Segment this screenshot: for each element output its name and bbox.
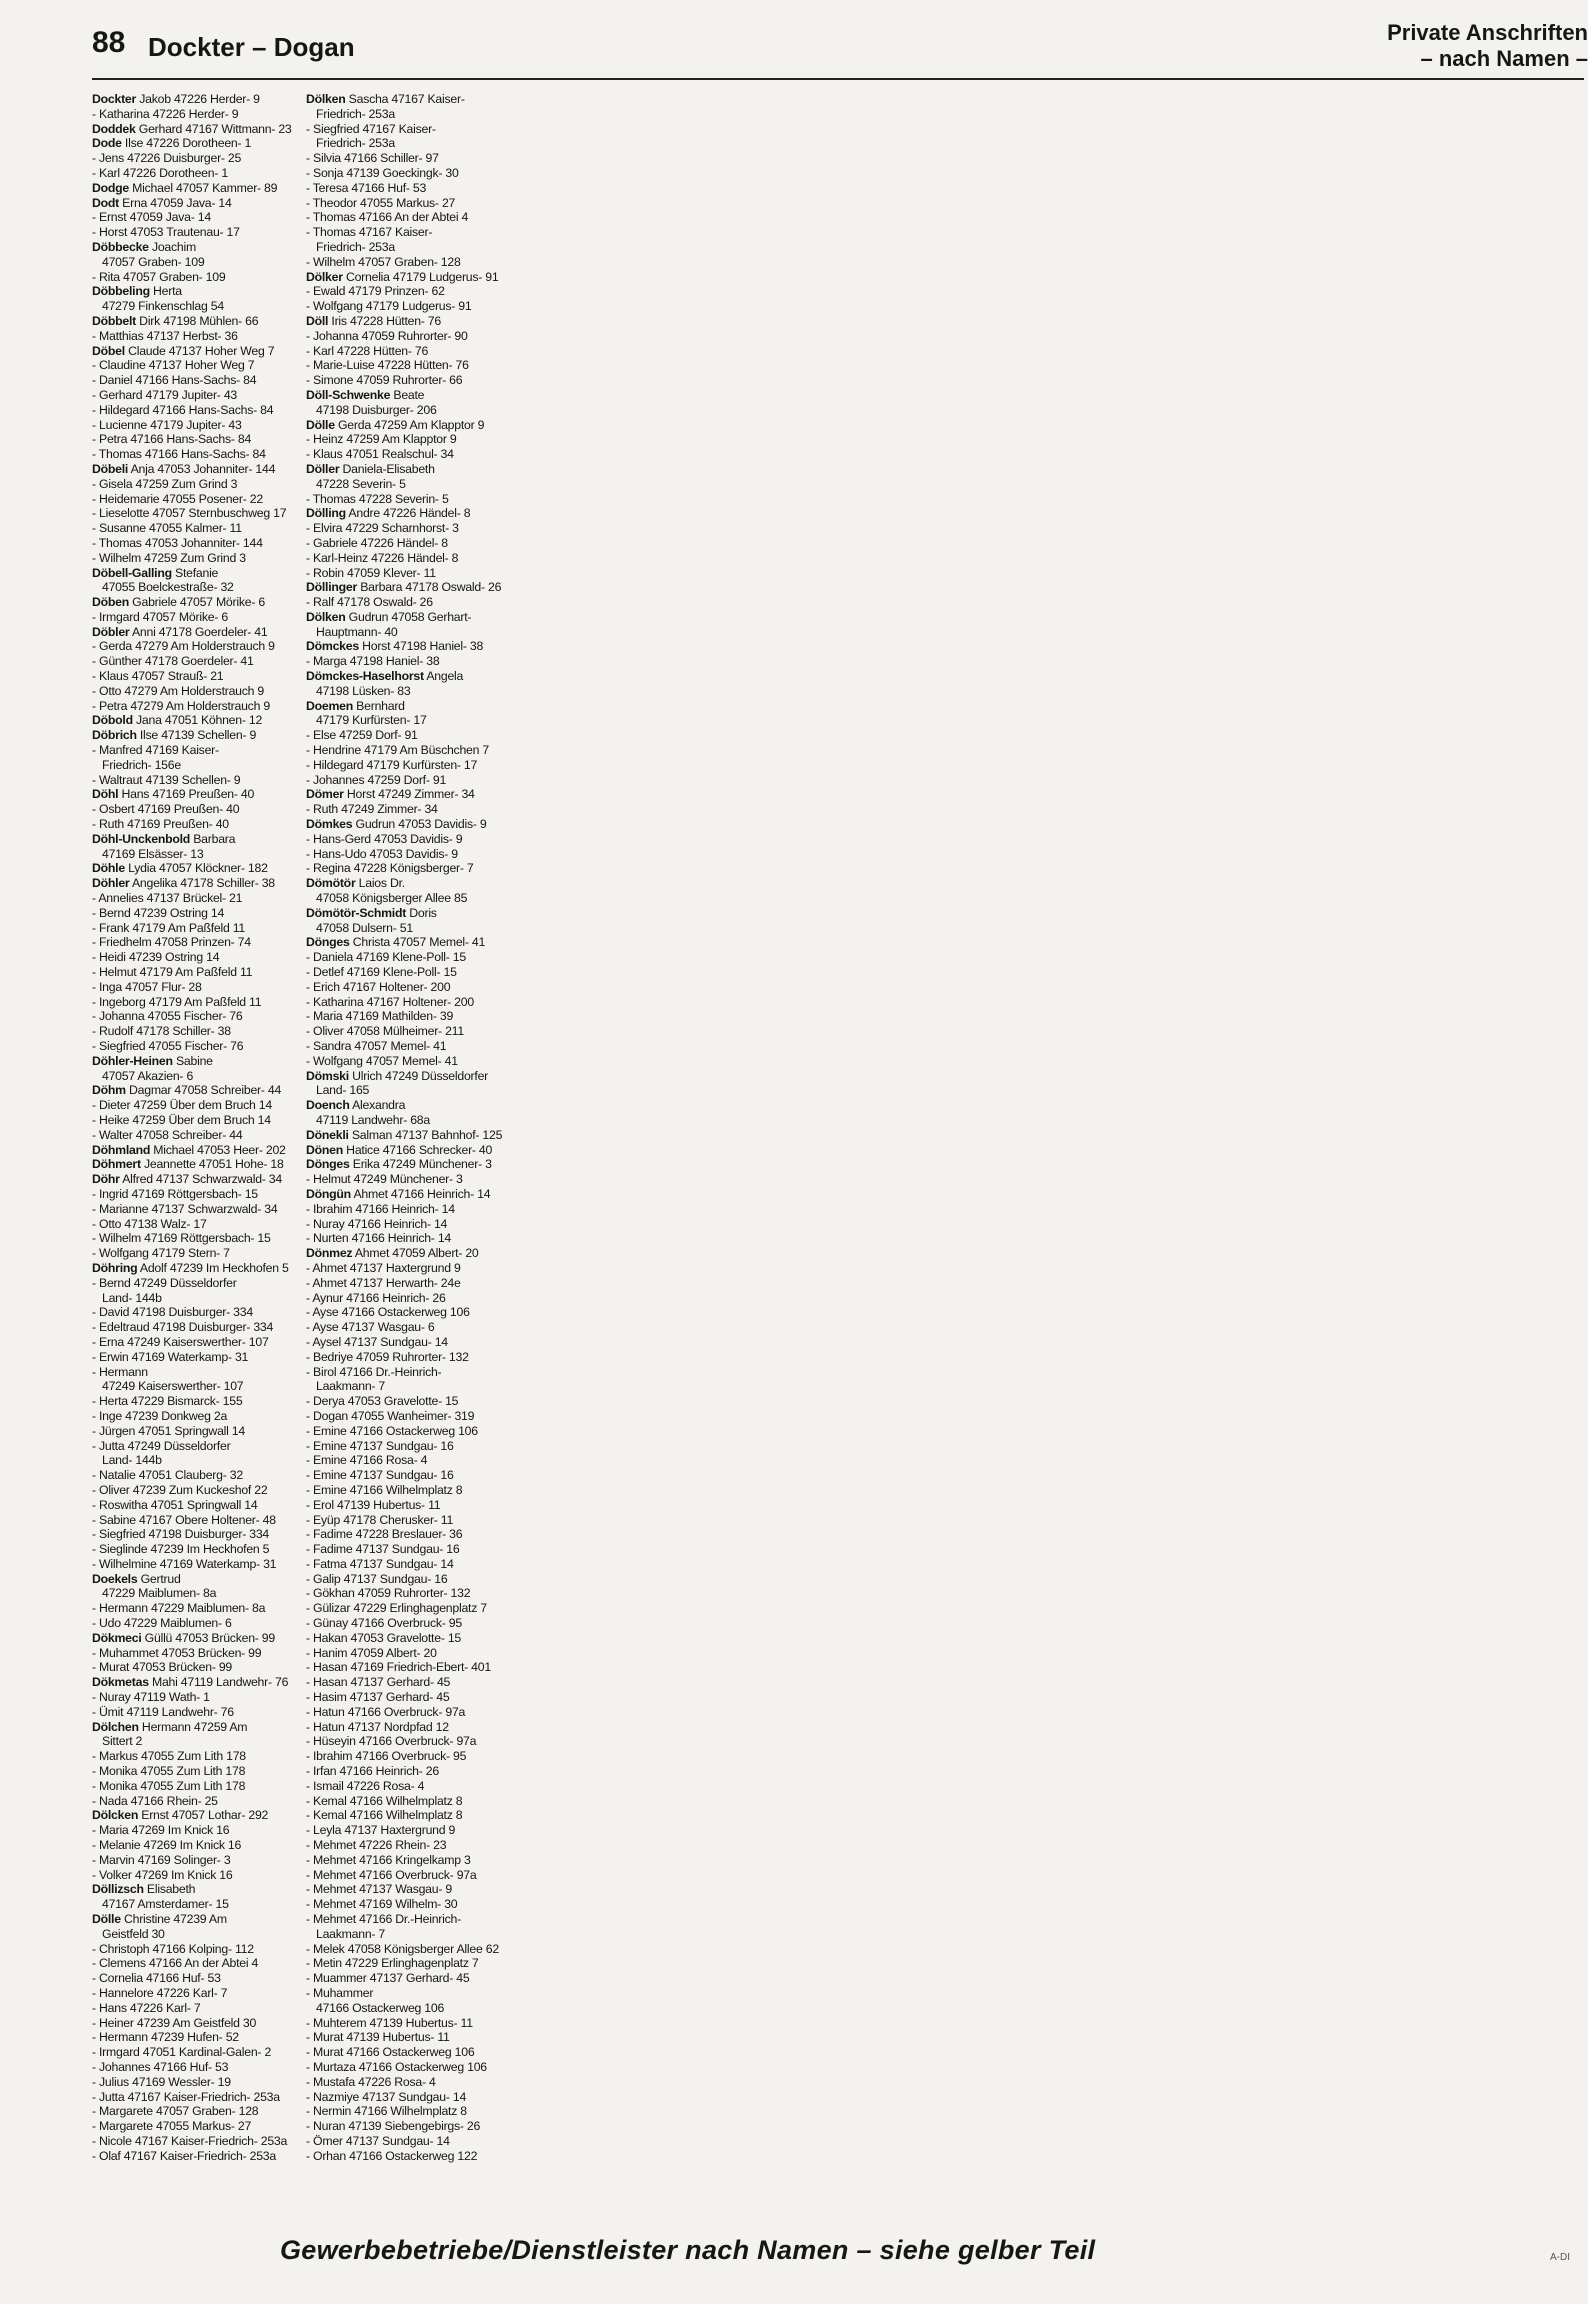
directory-entry: - Nurten 47166 Heinrich- 14 <box>306 1231 451 1246</box>
directory-entry: - Matthias 47137 Herbst- 36 <box>92 328 238 343</box>
directory-entry: - Horst 47053 Trautenau- 17 <box>92 225 240 240</box>
directory-entry: 47249 Kaiserswerther- 107 <box>102 1379 244 1394</box>
directory-entry: Döngün Ahmet 47166 Heinrich- 14 <box>306 1186 491 1201</box>
directory-entry: Dönmez Ahmet 47059 Albert- 20 <box>306 1246 479 1261</box>
directory-entry: - Gökhan 47059 Ruhrorter- 132 <box>306 1586 471 1601</box>
directory-entry: Döll-Schwenke Beate <box>306 387 425 402</box>
directory-entry: - Mehmet 47137 Wasgau- 9 <box>306 1882 452 1897</box>
directory-entry: - Simone 47059 Ruhrorter- 66 <box>306 373 463 388</box>
directory-entry: Dölle Gerda 47259 Am Klapptor 9 <box>306 417 485 432</box>
directory-entry: - Gisela 47259 Zum Grind 3 <box>92 476 238 491</box>
directory-entry: - Thomas 47166 An der Abtei 4 <box>306 210 469 225</box>
directory-entry: Döhm Dagmar 47058 Schreiber- 44 <box>92 1083 282 1098</box>
directory-entry: Friedrich- 253a <box>316 106 395 121</box>
directory-entry: Dodge Michael 47057 Kammer- 89 <box>92 180 278 195</box>
directory-entry: - Edeltraud 47198 Duisburger- 334 <box>92 1320 274 1335</box>
directory-entry: Doddek Gerhard 47167 Wittmann- 23 <box>92 121 292 136</box>
directory-entry: Döbold Jana 47051 Köhnen- 12 <box>92 713 263 728</box>
directory-entry: - Muhammet 47053 Brücken- 99 <box>92 1645 262 1660</box>
directory-entry: Dölle Christine 47239 Am <box>92 1912 227 1927</box>
directory-entry: - Wilhelm 47057 Graben- 128 <box>306 254 461 269</box>
directory-entry: - Udo 47229 Maiblumen- 6 <box>92 1616 232 1631</box>
directory-entry: Dömötör Laios Dr. <box>306 876 405 891</box>
directory-entry: - Ahmet 47137 Haxtergrund 9 <box>306 1260 461 1275</box>
directory-entry: Dömski Ulrich 47249 Düsseldorfer <box>306 1068 489 1083</box>
directory-entry: - Gabriele 47226 Händel- 8 <box>306 535 448 550</box>
directory-entry: 47229 Maiblumen- 8a <box>102 1586 217 1601</box>
directory-entry: Döllinger Barbara 47178 Oswald- 26 <box>306 580 502 595</box>
directory-entry: - Markus 47055 Zum Lith 178 <box>92 1749 246 1764</box>
directory-entry: Döll Iris 47228 Hütten- 76 <box>306 313 441 328</box>
directory-entry: - Manfred 47169 Kaiser- <box>92 743 219 758</box>
directory-entry: - Christoph 47166 Kolping- 112 <box>92 1941 254 1956</box>
directory-entry: - Heidemarie 47055 Posener- 22 <box>92 491 263 506</box>
directory-columns <box>92 92 1588 2182</box>
directory-entry: - Petra 47279 Am Holderstrauch 9 <box>92 698 270 713</box>
directory-entry: - Ingeborg 47179 Am Paßfeld 11 <box>92 994 262 1009</box>
directory-entry: - Olaf 47167 Kaiser-Friedrich- 253a <box>92 2148 276 2163</box>
directory-entry: 47179 Kurfürsten- 17 <box>316 713 427 728</box>
directory-entry: Dölken Sascha 47167 Kaiser- <box>306 92 465 106</box>
directory-entry: - Fatma 47137 Sundgau- 14 <box>306 1556 454 1571</box>
directory-entry: - Hermann 47229 Maiblumen- 8a <box>92 1601 266 1616</box>
directory-entry: - Jutta 47167 Kaiser-Friedrich- 253a <box>92 2089 280 2104</box>
directory-entry: - Osbert 47169 Preußen- 40 <box>92 802 240 817</box>
directory-entry: - Sabine 47167 Obere Holtener- 48 <box>92 1512 276 1527</box>
directory-entry: - Thomas 47053 Johanniter- 144 <box>92 535 263 550</box>
directory-entry: - Ibrahim 47166 Heinrich- 14 <box>306 1201 455 1216</box>
directory-entry: Döhl-Unckenbold Barbara <box>92 831 236 846</box>
section-subtitle: – nach Namen – <box>1420 46 1588 71</box>
directory-entry: - Hannelore 47226 Karl- 7 <box>92 1986 228 2000</box>
directory-entry: Döhler Angelika 47178 Schiller- 38 <box>92 876 275 891</box>
directory-entry: Döller Daniela-Elisabeth <box>306 461 435 476</box>
directory-entry: - Irmgard 47057 Mörike- 6 <box>92 609 228 624</box>
directory-entry: 47169 Elsässer- 13 <box>102 846 204 861</box>
directory-entry: Dömkes Gudrun 47053 Davidis- 9 <box>306 817 487 832</box>
directory-entry: - Hasan 47169 Friedrich-Ebert- 401 <box>306 1660 491 1675</box>
directory-entry: Dökmetas Mahi 47119 Landwehr- 76 <box>92 1675 289 1690</box>
directory-entry: - Sieglinde 47239 Im Heckhofen 5 <box>92 1542 270 1557</box>
directory-entry: - Nuray 47166 Heinrich- 14 <box>306 1216 448 1231</box>
directory-entry: - Annelies 47137 Brückel- 21 <box>92 891 243 906</box>
directory-entry: - Kemal 47166 Wilhelmplatz 8 <box>306 1808 463 1823</box>
directory-entry: - Mehmet 47166 Kringelkamp 3 <box>306 1852 471 1867</box>
directory-entry: - Ömer 47137 Sundgau- 14 <box>306 2133 450 2148</box>
directory-entry: - Fadime 47137 Sundgau- 16 <box>306 1542 460 1557</box>
directory-entry: Döbbecke Joachim <box>92 239 196 254</box>
directory-entry: - Galip 47137 Sundgau- 16 <box>306 1571 448 1586</box>
directory-entry: - David 47198 Duisburger- 334 <box>92 1305 253 1320</box>
directory-entry: - Erna 47249 Kaiserswerther- 107 <box>92 1334 269 1349</box>
directory-entry: Hauptmann- 40 <box>316 624 398 639</box>
directory-entry: - Mehmet 47166 Overbruck- 97a <box>306 1867 477 1882</box>
directory-entry: Dönges Erika 47249 Münchener- 3 <box>306 1157 492 1172</box>
directory-entry: - Jutta 47249 Düsseldorfer <box>92 1438 231 1453</box>
directory-entry: - Mustafa 47226 Rosa- 4 <box>306 2074 436 2089</box>
column-2 <box>306 92 511 2182</box>
directory-entry: - Margarete 47055 Markus- 27 <box>92 2119 252 2134</box>
directory-entry: - Helmut 47179 Am Paßfeld 11 <box>92 965 253 980</box>
directory-entry: - Gerda 47279 Am Holderstrauch 9 <box>92 639 275 654</box>
column-1 <box>92 92 297 2182</box>
directory-entry: - Erich 47167 Holtener- 200 <box>306 979 451 994</box>
directory-entry: - Gülizar 47229 Erlinghagenplatz 7 <box>306 1601 487 1616</box>
directory-entry: - Elvira 47229 Scharnhorst- 3 <box>306 521 459 536</box>
directory-entry: 47055 Boelckestraße- 32 <box>102 580 234 595</box>
directory-entry: - Walter 47058 Schreiber- 44 <box>92 1127 243 1142</box>
directory-entry: - Bedriye 47059 Ruhrorter- 132 <box>306 1349 469 1364</box>
directory-entry: Laakmann- 7 <box>316 1926 386 1941</box>
directory-entry: Dönen Hatice 47166 Schrecker- 40 <box>306 1142 493 1157</box>
directory-entry: - Muammer 47137 Gerhard- 45 <box>306 1971 470 1986</box>
directory-entry: 47279 Finkenschlag 54 <box>102 299 224 314</box>
directory-entry: - Hildegard 47166 Hans-Sachs- 84 <box>92 402 274 417</box>
directory-entry: - Bernd 47239 Ostring 14 <box>92 905 225 920</box>
directory-entry: - Sonja 47139 Goeckingk- 30 <box>306 165 459 180</box>
directory-entry: - Murat 47139 Hubertus- 11 <box>306 2030 450 2045</box>
directory-entry: - Hans-Gerd 47053 Davidis- 9 <box>306 831 463 846</box>
directory-entry: - Daniel 47166 Hans-Sachs- 84 <box>92 373 257 388</box>
directory-entry: - Waltraut 47139 Schellen- 9 <box>92 772 241 787</box>
directory-entry: Dökmeci Güllü 47053 Brücken- 99 <box>92 1630 275 1645</box>
directory-entry: - Heidi 47239 Ostring 14 <box>92 950 220 965</box>
directory-entry: - Jens 47226 Duisburger- 25 <box>92 151 242 166</box>
directory-entry: - Melanie 47269 Im Knick 16 <box>92 1838 242 1853</box>
directory-entry: - Siegfried 47055 Fischer- 76 <box>92 1039 244 1053</box>
directory-entry: - Cornelia 47166 Huf- 53 <box>92 1971 221 1986</box>
directory-entry: - Susanne 47055 Kalmer- 11 <box>92 521 242 536</box>
page-header <box>92 18 1588 82</box>
directory-entry: - Otto 47138 Walz- 17 <box>92 1216 207 1231</box>
directory-entry: Land- 144b <box>102 1290 162 1305</box>
directory-entry: Döbell-Galling Stefanie <box>92 565 219 580</box>
directory-entry: Geistfeld 30 <box>102 1926 165 1941</box>
directory-entry: - Ruth 47249 Zimmer- 34 <box>306 802 438 817</box>
directory-entry: - Nuran 47139 Siebengebirgs- 26 <box>306 2119 481 2134</box>
directory-entry: Friedrich- 156e <box>102 757 181 772</box>
directory-entry: - Muhterem 47139 Hubertus- 11 <box>306 2015 473 2030</box>
directory-entry: - Clemens 47166 An der Abtei 4 <box>92 1956 259 1971</box>
directory-entry: Dömckes-Haselhorst Angela <box>306 669 464 684</box>
directory-entry: - Monika 47055 Zum Lith 178 <box>92 1764 246 1779</box>
directory-entry: - Hakan 47053 Gravelotte- 15 <box>306 1630 462 1645</box>
directory-entry: - Aysel 47137 Sundgau- 14 <box>306 1334 448 1349</box>
directory-entry: - Hatun 47166 Overbruck- 97a <box>306 1704 466 1719</box>
directory-entry: - Petra 47166 Hans-Sachs- 84 <box>92 432 252 447</box>
directory-entry: - Johannes 47166 Huf- 53 <box>92 2059 229 2074</box>
directory-entry: Dockter Jakob 47226 Herder- 9 <box>92 92 260 106</box>
directory-entry: - Inga 47057 Flur- 28 <box>92 979 202 994</box>
directory-entry: - Kemal 47166 Wilhelmplatz 8 <box>306 1793 463 1808</box>
directory-entry: - Hermann <box>92 1364 148 1379</box>
directory-entry: - Nermin 47166 Wilhelmplatz 8 <box>306 2104 467 2119</box>
directory-entry: - Emine 47137 Sundgau- 16 <box>306 1438 454 1453</box>
directory-entry: - Ruth 47169 Preußen- 40 <box>92 817 229 832</box>
directory-entry: - Rudolf 47178 Schiller- 38 <box>92 1024 231 1039</box>
directory-entry: Döbel Claude 47137 Hoher Weg 7 <box>92 343 275 358</box>
directory-entry: 47167 Amsterdamer- 15 <box>102 1897 229 1912</box>
directory-entry: - Johanna 47055 Fischer- 76 <box>92 1009 243 1024</box>
directory-entry: - Günay 47166 Overbruck- 95 <box>306 1616 462 1631</box>
directory-entry: - Detlef 47169 Klene-Poll- 15 <box>306 965 457 980</box>
directory-entry: - Nuray 47119 Wath- 1 <box>92 1690 210 1705</box>
directory-entry: - Nicole 47167 Kaiser-Friedrich- 253a <box>92 2133 288 2148</box>
directory-entry: Land- 165 <box>316 1083 370 1098</box>
directory-entry: Dölling Andre 47226 Händel- 8 <box>306 506 471 521</box>
directory-entry: - Emine 47166 Wilhelmplatz 8 <box>306 1482 463 1497</box>
directory-entry: - Irmgard 47051 Kardinal-Galen- 2 <box>92 2045 272 2060</box>
directory-entry: - Emine 47166 Ostackerweg 106 <box>306 1423 478 1438</box>
directory-entry: - Lucienne 47179 Jupiter- 43 <box>92 417 242 432</box>
directory-entry: - Wilhelm 47169 Röttgersbach- 15 <box>92 1231 271 1246</box>
directory-entry: Döben Gabriele 47057 Mörike- 6 <box>92 595 265 610</box>
directory-entry: 47228 Severin- 5 <box>316 476 406 491</box>
directory-entry: Sittert 2 <box>102 1734 143 1749</box>
directory-entry: - Jürgen 47051 Springwall 14 <box>92 1423 245 1438</box>
directory-entry: - Birol 47166 Dr.-Heinrich- <box>306 1364 442 1379</box>
directory-entry: Döbler Anni 47178 Goerdeler- 41 <box>92 624 268 639</box>
directory-entry: Dömötör-Schmidt Doris <box>306 905 437 920</box>
directory-entry: Laakmann- 7 <box>316 1379 386 1394</box>
directory-entry: - Wolfgang 47179 Stern- 7 <box>92 1246 230 1261</box>
directory-entry: Döbrich Ilse 47139 Schellen- 9 <box>92 728 257 743</box>
directory-entry: - Murtaza 47166 Ostackerweg 106 <box>306 2059 487 2074</box>
directory-entry: 47198 Lüsken- 83 <box>316 683 411 698</box>
page-range-title: Dockter – Dogan <box>148 32 355 62</box>
directory-entry: - Marie-Luise 47228 Hütten- 76 <box>306 358 469 373</box>
directory-entry: - Emine 47137 Sundgau- 16 <box>306 1468 454 1483</box>
directory-entry: Döbeli Anja 47053 Johanniter- 144 <box>92 461 276 476</box>
directory-entry: - Ralf 47178 Oswald- 26 <box>306 595 433 610</box>
directory-entry: 47119 Landwehr- 68a <box>316 1112 430 1127</box>
directory-entry: Dodt Erna 47059 Java- 14 <box>92 195 232 210</box>
directory-entry: - Margarete 47057 Graben- 128 <box>92 2104 259 2119</box>
directory-entry: - Murat 47053 Brücken- 99 <box>92 1660 233 1675</box>
directory-entry: Döhler-Heinen Sabine <box>92 1053 213 1068</box>
directory-entry: Döhmert Jeannette 47051 Hohe- 18 <box>92 1157 284 1172</box>
directory-entry: - Hans 47226 Karl- 7 <box>92 2000 201 2015</box>
directory-entry: - Daniela 47169 Klene-Poll- 15 <box>306 950 466 965</box>
directory-entry: - Hatun 47137 Nordpfad 12 <box>306 1719 449 1734</box>
directory-entry: - Hasim 47137 Gerhard- 45 <box>306 1690 450 1705</box>
directory-entry: - Monika 47055 Zum Lith 178 <box>92 1778 246 1793</box>
directory-entry: - Frank 47179 Am Paßfeld 11 <box>92 920 245 935</box>
directory-entry: - Heinz 47259 Am Klapptor 9 <box>306 432 457 447</box>
directory-entry: - Muhammer <box>306 1986 374 2000</box>
directory-entry: Dönekli Salman 47137 Bahnhof- 125 <box>306 1127 503 1142</box>
directory-entry: - Johanna 47059 Ruhrorter- 90 <box>306 328 468 343</box>
directory-entry: - Mehmet 47226 Rhein- 23 <box>306 1838 447 1853</box>
directory-entry: Dömer Horst 47249 Zimmer- 34 <box>306 787 475 802</box>
directory-entry: - Ayse 47166 Ostackerweg 106 <box>306 1305 470 1320</box>
directory-entry: - Robin 47059 Klever- 11 <box>306 565 436 580</box>
directory-entry: - Herta 47229 Bismarck- 155 <box>92 1394 243 1409</box>
directory-entry: - Johannes 47259 Dorf- 91 <box>306 772 447 787</box>
directory-entry: - Oliver 47058 Mülheimer- 211 <box>306 1024 464 1039</box>
directory-entry: - Roswitha 47051 Springwall 14 <box>92 1497 258 1512</box>
directory-entry: - Ismail 47226 Rosa- 4 <box>306 1778 425 1793</box>
directory-entry: Friedrich- 253a <box>316 239 395 254</box>
directory-entry: - Marga 47198 Haniel- 38 <box>306 654 440 669</box>
directory-entry: - Oliver 47239 Zum Kuckeshof 22 <box>92 1482 268 1497</box>
directory-entry: - Natalie 47051 Clauberg- 32 <box>92 1468 243 1483</box>
directory-entry: 47058 Dulsern- 51 <box>316 920 413 935</box>
directory-entry: Friedrich- 253a <box>316 136 395 151</box>
directory-entry: - Silvia 47166 Schiller- 97 <box>306 151 439 166</box>
directory-entry: - Erwin 47169 Waterkamp- 31 <box>92 1349 249 1364</box>
directory-entry: - Aynur 47166 Heinrich- 26 <box>306 1290 446 1305</box>
directory-entry: - Irfan 47166 Heinrich- 26 <box>306 1764 439 1779</box>
directory-entry: - Klaus 47057 Strauß- 21 <box>92 669 224 684</box>
directory-entry: - Hüseyin 47166 Overbruck- 97a <box>306 1734 477 1749</box>
directory-entry: - Teresa 47166 Huf- 53 <box>306 180 427 195</box>
directory-entry: - Wolfgang 47057 Memel- 41 <box>306 1053 458 1068</box>
directory-entry: - Claudine 47137 Hoher Weg 7 <box>92 358 255 373</box>
directory-entry: - Mehmet 47166 Dr.-Heinrich- <box>306 1912 461 1927</box>
directory-entry: Dölker Cornelia 47179 Ludgerus- 91 <box>306 269 499 284</box>
directory-entry: - Rita 47057 Graben- 109 <box>92 269 226 284</box>
directory-entry: - Emine 47166 Rosa- 4 <box>306 1453 428 1468</box>
directory-entry: - Marvin 47169 Solinger- 3 <box>92 1852 231 1867</box>
directory-entry: - Thomas 47166 Hans-Sachs- 84 <box>92 447 266 462</box>
directory-entry: - Ernst 47059 Java- 14 <box>92 210 211 225</box>
directory-entry: Döhmland Michael 47053 Heer- 202 <box>92 1142 286 1157</box>
directory-entry: Dölchen Hermann 47259 Am <box>92 1719 248 1734</box>
directory-entry: - Nazmiye 47137 Sundgau- 14 <box>306 2089 467 2104</box>
directory-entry: - Hendrine 47179 Am Büschchen 7 <box>306 743 489 758</box>
directory-entry: - Marianne 47137 Schwarzwald- 34 <box>92 1201 278 1216</box>
directory-entry: - Leyla 47137 Haxtergrund 9 <box>306 1823 456 1838</box>
directory-entry: - Ibrahim 47166 Overbruck- 95 <box>306 1749 467 1764</box>
directory-entry: Döllizsch Elisabeth <box>92 1882 196 1897</box>
directory-entry: - Derya 47053 Gravelotte- 15 <box>306 1394 459 1409</box>
directory-entry: - Katharina 47226 Herder- 9 <box>92 106 239 121</box>
directory-entry: - Julius 47169 Wessler- 19 <box>92 2074 231 2089</box>
directory-entry: Doekels Gertrud <box>92 1571 181 1586</box>
directory-entry: Döhr Alfred 47137 Schwarzwald- 34 <box>92 1172 282 1187</box>
directory-entry: - Karl 47228 Hütten- 76 <box>306 343 429 358</box>
directory-entry: - Hermann 47239 Hufen- 52 <box>92 2030 239 2045</box>
directory-entry: - Ewald 47179 Prinzen- 62 <box>306 284 445 299</box>
directory-entry: Dölken Gudrun 47058 Gerhart- <box>306 609 472 624</box>
directory-entry: - Hildegard 47179 Kurfürsten- 17 <box>306 757 478 772</box>
directory-entry: - Heiner 47239 Am Geistfeld 30 <box>92 2015 257 2030</box>
directory-entry: - Karl 47226 Dorotheen- 1 <box>92 165 228 180</box>
header-rule <box>92 78 1584 80</box>
directory-entry: - Sandra 47057 Memel- 41 <box>306 1039 447 1053</box>
directory-entry: - Thomas 47167 Kaiser- <box>306 225 433 240</box>
directory-entry: Dömckes Horst 47198 Haniel- 38 <box>306 639 484 654</box>
directory-entry: - Helmut 47249 Münchener- 3 <box>306 1172 463 1187</box>
directory-entry: - Hasan 47137 Gerhard- 45 <box>306 1675 451 1690</box>
directory-entry: 47057 Akazien- 6 <box>102 1068 194 1083</box>
directory-entry: - Günther 47178 Goerdeler- 41 <box>92 654 254 669</box>
directory-entry: - Else 47259 Dorf- 91 <box>306 728 418 743</box>
directory-entry: - Otto 47279 Am Holderstrauch 9 <box>92 683 265 698</box>
directory-entry: - Karl-Heinz 47226 Händel- 8 <box>306 550 459 565</box>
directory-entry: - Regina 47228 Königsberger- 7 <box>306 861 474 876</box>
directory-entry: Döhl Hans 47169 Preußen- 40 <box>92 787 255 802</box>
directory-entry: Doench Alexandra <box>306 1098 406 1113</box>
directory-entry: - Hanim 47059 Albert- 20 <box>306 1645 437 1660</box>
section-title: Private Anschriften <box>1387 20 1588 45</box>
directory-entry: - Fadime 47228 Breslauer- 36 <box>306 1527 463 1542</box>
directory-entry: - Wilhelm 47259 Zum Grind 3 <box>92 550 246 565</box>
directory-entry: - Dogan 47055 Wanheimer- 319 <box>306 1408 475 1423</box>
directory-entry: - Metin 47229 Erlinghagenplatz 7 <box>306 1956 479 1971</box>
directory-entry: - Ayse 47137 Wasgau- 6 <box>306 1320 435 1335</box>
directory-entry: - Murat 47166 Ostackerweg 106 <box>306 2045 475 2060</box>
directory-entry: - Heike 47259 Über dem Bruch 14 <box>92 1112 271 1127</box>
directory-entry: - Maria 47269 Im Knick 16 <box>92 1823 230 1838</box>
directory-entry: - Lieselotte 47057 Sternbuschweg 17 <box>92 506 287 521</box>
directory-entry: - Volker 47269 Im Knick 16 <box>92 1867 233 1882</box>
directory-entry: - Nada 47166 Rhein- 25 <box>92 1793 218 1808</box>
directory-entry: Döhle Lydia 47057 Klöckner- 182 <box>92 861 268 876</box>
directory-entry: - Mehmet 47169 Wilhelm- 30 <box>306 1897 458 1912</box>
directory-entry: Land- 144b <box>102 1453 162 1468</box>
directory-entry: - Inge 47239 Donkweg 2a <box>92 1408 228 1423</box>
directory-entry: - Theodor 47055 Markus- 27 <box>306 195 456 210</box>
directory-entry: - Klaus 47051 Realschul- 34 <box>306 447 454 462</box>
directory-entry: - Wolfgang 47179 Ludgerus- 91 <box>306 299 472 314</box>
directory-entry: - Eyüp 47178 Cherusker- 11 <box>306 1512 454 1527</box>
directory-entry: - Dieter 47259 Über dem Bruch 14 <box>92 1098 272 1113</box>
directory-entry: - Melek 47058 Königsberger Allee 62 <box>306 1941 499 1956</box>
directory-entry: Doemen Bernhard <box>306 698 405 713</box>
directory-entry: - Katharina 47167 Holtener- 200 <box>306 994 474 1009</box>
directory-entry: - Hans-Udo 47053 Davidis- 9 <box>306 846 458 861</box>
directory-entry: Döbbeling Herta <box>92 284 182 299</box>
directory-entry: Dölcken Ernst 47057 Lothar- 292 <box>92 1808 269 1823</box>
directory-entry: 47058 Königsberger Allee 85 <box>316 891 468 906</box>
directory-entry: - Wilhelmine 47169 Waterkamp- 31 <box>92 1556 277 1571</box>
directory-entry: - Siegfried 47167 Kaiser- <box>306 121 436 136</box>
directory-entry: - Maria 47169 Mathilden- 39 <box>306 1009 454 1024</box>
directory-entry: - Erol 47139 Hubertus- 11 <box>306 1497 441 1512</box>
directory-entry: Dönges Christa 47057 Memel- 41 <box>306 935 486 950</box>
directory-entry: 47057 Graben- 109 <box>102 254 205 269</box>
page-number: 88 <box>92 26 126 59</box>
directory-entry: Döhring Adolf 47239 Im Heckhofen 5 <box>92 1260 289 1275</box>
directory-entry: - Ingrid 47169 Röttgersbach- 15 <box>92 1186 258 1201</box>
footer-note: Gewerbebetriebe/Dienstleister nach Namen – siehe gelber Teil <box>280 2235 1096 2265</box>
corner-mark: A-DI <box>1550 2252 1570 2263</box>
directory-entry: 47166 Ostackerweg 106 <box>316 2000 445 2015</box>
directory-entry: - Orhan 47166 Ostackerweg 122 <box>306 2148 478 2163</box>
directory-entry: - Ahmet 47137 Herwarth- 24e <box>306 1275 461 1290</box>
directory-entry: - Gerhard 47179 Jupiter- 43 <box>92 387 237 402</box>
directory-entry: - Siegfried 47198 Duisburger- 334 <box>92 1527 269 1542</box>
directory-entry: - Ümit 47119 Landwehr- 76 <box>92 1704 234 1719</box>
directory-entry: Dode Ilse 47226 Dorotheen- 1 <box>92 136 252 151</box>
directory-entry: - Friedhelm 47058 Prinzen- 74 <box>92 935 251 950</box>
directory-entry: - Thomas 47228 Severin- 5 <box>306 491 449 506</box>
directory-entry: Döbbelt Dirk 47198 Mühlen- 66 <box>92 313 259 328</box>
directory-entry: - Bernd 47249 Düsseldorfer <box>92 1275 237 1290</box>
directory-entry: 47198 Duisburger- 206 <box>316 402 437 417</box>
